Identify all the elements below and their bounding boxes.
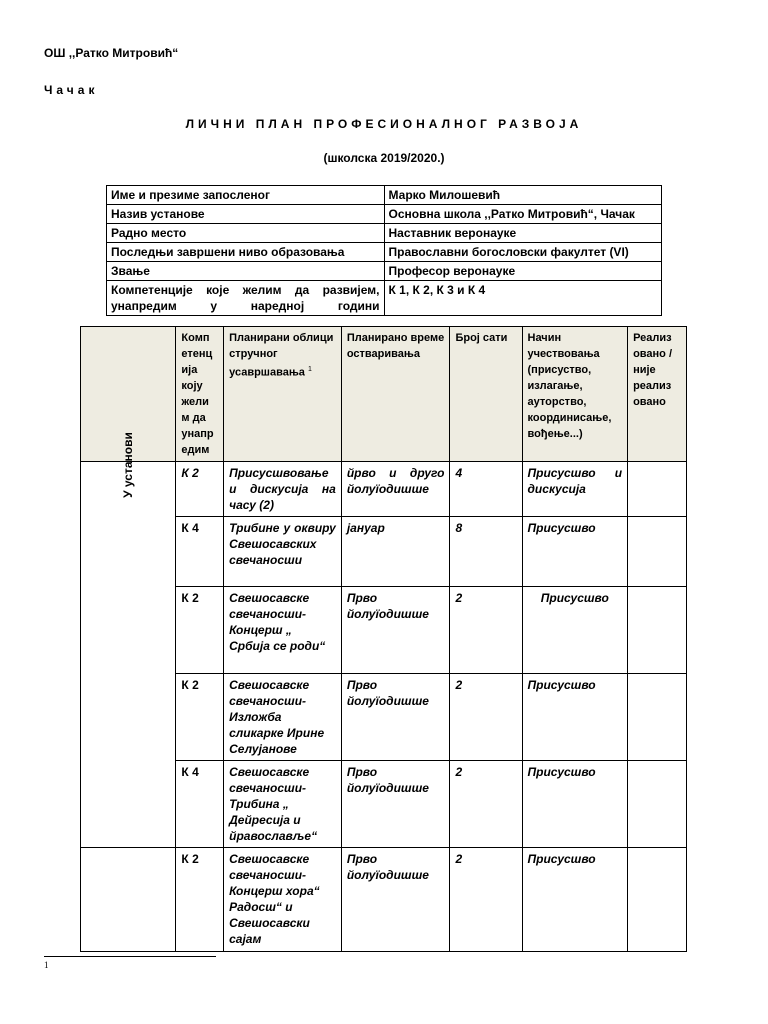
info-label: Назив установе [107, 205, 385, 224]
footnote-separator [44, 956, 216, 957]
footnote-number: 1 [44, 960, 49, 970]
row-hours: 8 [450, 517, 522, 587]
header-status: Реализ овано / није реализ овано [628, 327, 687, 462]
row-form: Свешосавске свечаносши- Концерш хора“ Радосш“ и Свешосавски сајам [224, 848, 342, 952]
employee-info-table [106, 185, 662, 316]
city-name: Чачак [44, 83, 99, 97]
row-competency: К 4 [176, 517, 224, 587]
section-label: У установи [121, 432, 136, 498]
info-value: Марко Милошевић [384, 186, 662, 205]
row-competency: К 2 [176, 848, 224, 952]
row-time: Прво йолуїодишше [341, 674, 450, 761]
header-mode: Начин учествовања (присуство, излагање, ауторство, координисање, вођење...) [522, 327, 628, 462]
info-row [107, 262, 662, 281]
table-row [81, 848, 687, 952]
info-value: Наставник веронауке [384, 224, 662, 243]
row-mode: Присусшво и дискусија [522, 462, 628, 517]
info-label: Последњи завршени ниво образовања [107, 243, 385, 262]
page-title: ЛИЧНИ ПЛАН ПРОФЕСИОНАЛНОГ РАЗВОЈА [185, 117, 583, 131]
header-hours: Број сати [450, 327, 522, 462]
row-competency: К 4 [176, 761, 224, 848]
row-competency: К 2 [176, 674, 224, 761]
row-status [628, 848, 687, 952]
row-time: Прво йолуїодишше [341, 761, 450, 848]
info-value: К 1, К 2, К 3 и К 4 [384, 281, 662, 316]
info-row [107, 281, 662, 316]
info-row [107, 224, 662, 243]
info-label: Име и презиме запосленог [107, 186, 385, 205]
header-forms-label: Планирани облици стручног усавршавања [229, 332, 334, 379]
info-value: Професор веронауке [384, 262, 662, 281]
row-form: Свешосавске свечаносши- Трибина „ Дейресија и йравославље“ [224, 761, 342, 848]
row-mode: Присусшво [522, 587, 628, 674]
row-status [628, 517, 687, 587]
row-time: Прво йолуїодишше [341, 848, 450, 952]
row-form: Свешосавске свечаносши- Концерш „ Србија се роди“ [224, 587, 342, 674]
school-name: ОШ ,,Ратко Митровић“ [44, 46, 179, 60]
header-time: Планирано време остваривања [341, 327, 450, 462]
row-competency: К 2 [176, 462, 224, 517]
header-competency: Комп етенц ија коју жели м да унапр едим [176, 327, 224, 462]
row-form: Присусшвовање и дискусија на часу (2) [224, 462, 342, 517]
row-hours: 2 [450, 761, 522, 848]
row-mode: Присусшво [522, 761, 628, 848]
row-mode: Присусшво [522, 848, 628, 952]
row-status [628, 587, 687, 674]
school-year: (школска 2019/2020.) [323, 151, 445, 165]
row-mode: Присусшво [522, 517, 628, 587]
footnote-ref: 1 [307, 366, 312, 373]
info-label: Радно место [107, 224, 385, 243]
row-form: Свешосавске свечаносши- Изложба сликарке Ирине Селујанове [224, 674, 342, 761]
info-value: Православни богословски факултет (VI) [384, 243, 662, 262]
table-row [81, 462, 687, 517]
row-hours: 2 [450, 848, 522, 952]
development-plan-table [80, 326, 687, 952]
info-row [107, 186, 662, 205]
info-value: Основна школа ,,Ратко Митровић“, Чачак [384, 205, 662, 224]
header-forms [224, 327, 342, 462]
row-mode: Присусшво [522, 674, 628, 761]
section-cell-empty [81, 848, 176, 952]
row-status [628, 761, 687, 848]
info-label: Компетенције које желим да развијем, унапредим у наредној години [107, 281, 385, 316]
row-time: йрво и друго йолуїодишше [341, 462, 450, 517]
info-row [107, 205, 662, 224]
row-hours: 2 [450, 674, 522, 761]
plan-header-row [81, 327, 687, 462]
row-time: јануар [341, 517, 450, 587]
row-competency: К 2 [176, 587, 224, 674]
section-cell [81, 432, 176, 848]
info-label: Звање [107, 262, 385, 281]
row-status [628, 462, 687, 517]
row-time: Прво йолуїодишше [341, 587, 450, 674]
row-form: Трибине у оквиру Свешосавских свечаносши [224, 517, 342, 587]
row-status [628, 674, 687, 761]
info-row [107, 243, 662, 262]
row-hours: 4 [450, 462, 522, 517]
row-hours: 2 [450, 587, 522, 674]
